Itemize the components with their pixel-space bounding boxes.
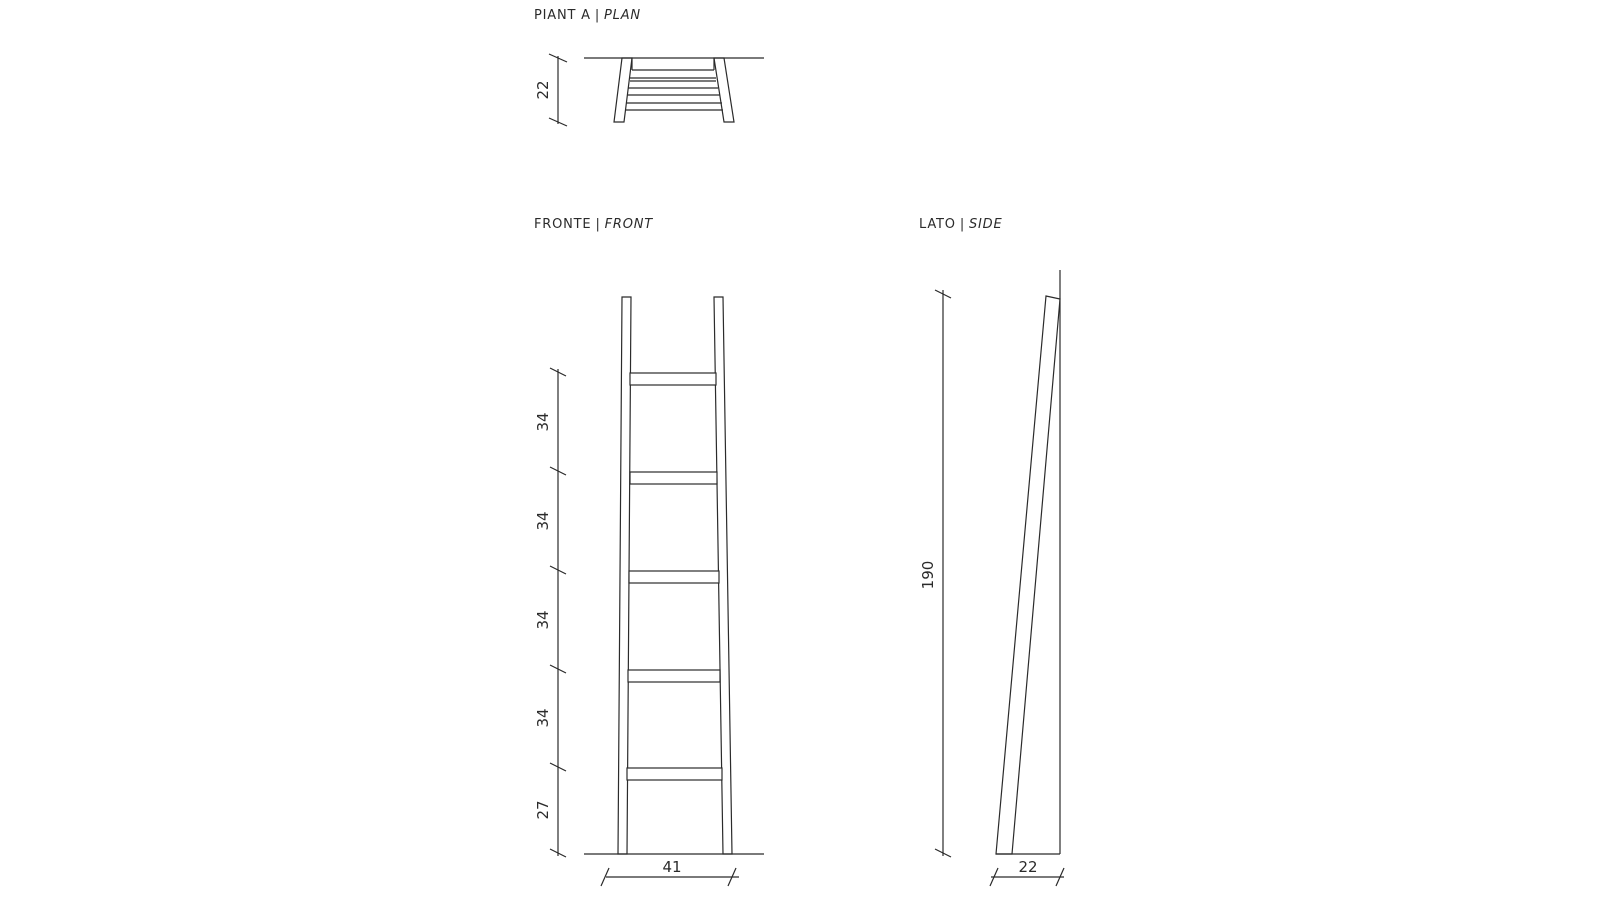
- side-label-it: LATO: [919, 217, 956, 232]
- side-depth-value: 22: [1018, 858, 1038, 876]
- front-rung-1: [630, 373, 716, 385]
- front-label-it: FRONTE: [534, 217, 592, 232]
- side-view: [919, 270, 1064, 886]
- plan-label-en: PLAN: [604, 8, 641, 23]
- plan-view: [534, 54, 764, 126]
- side-label-en: SIDE: [969, 217, 1003, 232]
- side-depth-dimension: [990, 858, 1064, 886]
- front-width-dimension: [601, 858, 739, 886]
- plan-right-leg: [714, 58, 734, 122]
- plan-label-separator: |: [594, 8, 601, 23]
- plan-label-it: PIANT A: [534, 8, 591, 23]
- side-height-dimension: [919, 290, 951, 857]
- front-width-value: 41: [662, 858, 682, 876]
- front-rung-4: [628, 670, 720, 682]
- front-rung-2: [630, 472, 717, 484]
- front-rung-spacing-dimension: [534, 368, 566, 857]
- front-spacing-value-1: 34: [534, 412, 552, 432]
- front-label-separator: |: [595, 217, 601, 232]
- plan-depth-dimension: [534, 54, 567, 126]
- plan-depth-value: 22: [534, 80, 552, 100]
- front-spacing-value-5: 27: [534, 800, 552, 820]
- front-view: [534, 297, 764, 886]
- side-height-value: 190: [919, 560, 937, 590]
- front-spacing-value-4: 34: [534, 708, 552, 728]
- front-rung-5: [627, 768, 722, 780]
- side-ladder-rail: [996, 296, 1060, 854]
- front-spacing-value-2: 34: [534, 511, 552, 531]
- front-spacing-value-3: 34: [534, 610, 552, 630]
- front-rung-3: [629, 571, 719, 583]
- plan-left-leg: [614, 58, 632, 122]
- front-label-en: FRONT: [604, 217, 654, 232]
- side-label-separator: |: [959, 217, 965, 232]
